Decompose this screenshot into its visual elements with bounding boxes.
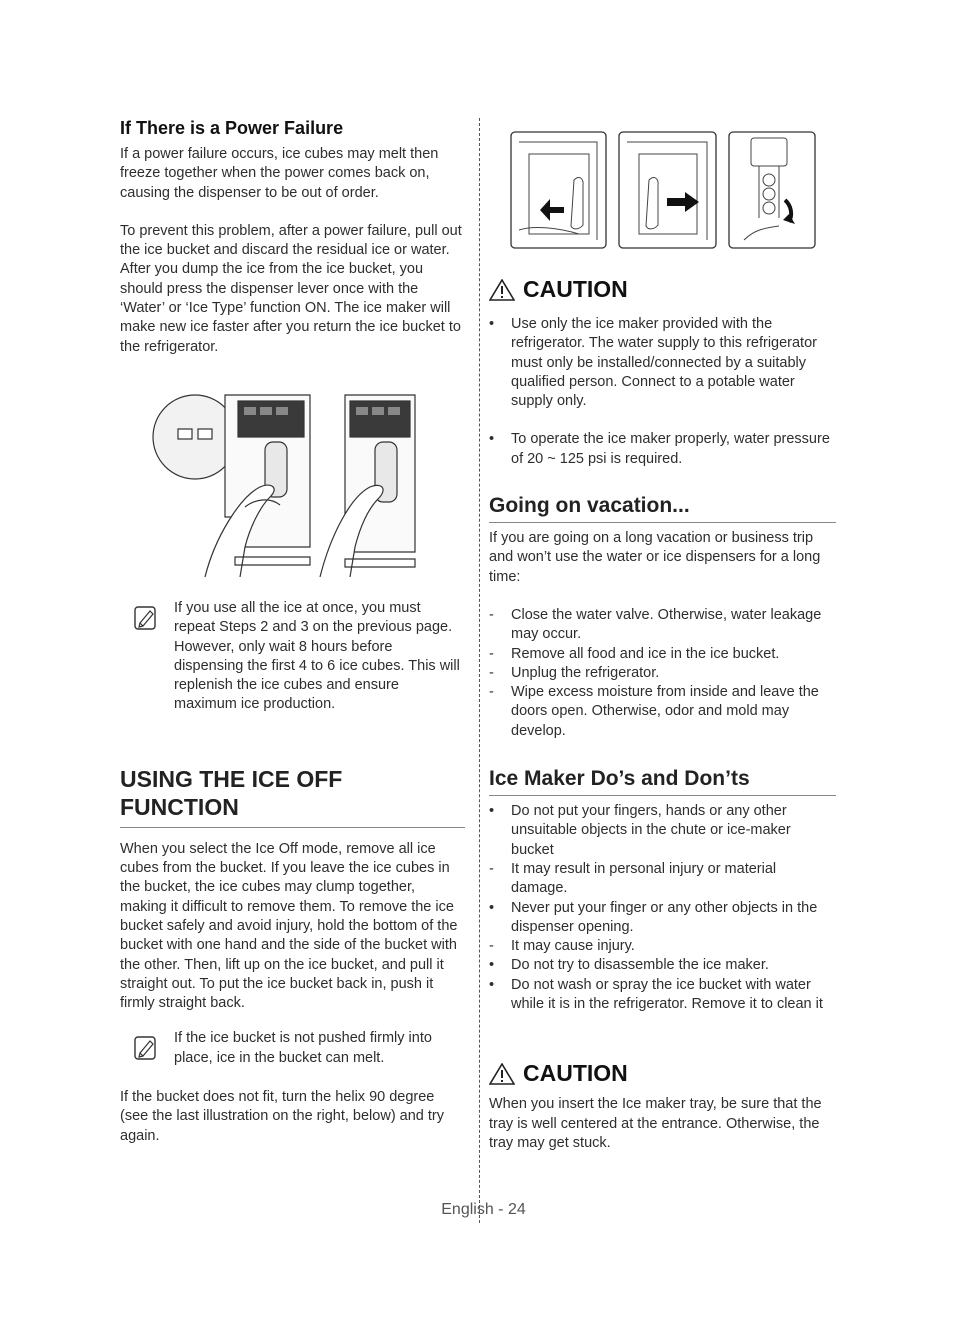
list-item: - Remove all food and ice in the ice bucket. bbox=[489, 645, 780, 662]
power-failure-para-1: If a power failure occurs, ice cubes may melt then freeze together when the power comes back on, causing the dispenser to be out of order. bbox=[120, 146, 439, 201]
list-item: - Wipe excess moisture from inside and leave the doors open. Otherwise, odor and mold may develop. bbox=[489, 684, 819, 739]
dos-donts-list bbox=[489, 802, 836, 1014]
caution-1-title bbox=[489, 276, 836, 303]
dos-donts-heading: Ice Maker Do’s and Don’ts bbox=[489, 767, 836, 796]
warning-triangle-icon bbox=[489, 1063, 515, 1085]
power-failure-note-text: If you use all the ice at once, you must repeat Steps 2 and 3 on the previous page. However, only wait 8 hours before dispensing the first 4 to 6 ice cubes. This will replenish the ice cubes and ensure maximum ice production. bbox=[174, 599, 460, 713]
ice-off-note-text: If the ice bucket is not pushed firmly into place, ice in the bucket can melt. bbox=[174, 1030, 432, 1066]
vacation-intro: If you are going on a long vacation or business trip and won’t use the water or ice dispensers for a long time: bbox=[489, 530, 821, 585]
list-item: • Never put your finger or any other objects in the dispenser opening. bbox=[489, 899, 818, 935]
dos-donts-item-4: It may cause injury. bbox=[511, 938, 635, 955]
vacation-item-1: Close the water valve. Otherwise, water leakage may occur. bbox=[511, 606, 822, 643]
dos-donts-item-3: Never put your finger or any other objects in the dispenser opening. bbox=[511, 899, 818, 935]
dos-donts-item-2: It may result in personal injury or material damage. bbox=[511, 860, 777, 897]
ice-off-para: When you select the Ice Off mode, remove all ice cubes from the bucket. If you leave the ice cubes in the bucket, the ice cubes may clump together, making it difficult to remove them. To remove the ice bucket safely and avoid injury, hold the bottom of the bucket with one hand and the side of the bucket with the other. Then, lift up on the ice bucket, and pull it straight out. To put the ice bucket back in, push it firmly straight back. bbox=[120, 840, 458, 1012]
caution-2-title bbox=[489, 1060, 836, 1087]
list-item: - It may cause injury. bbox=[489, 938, 635, 955]
caution-2-text: When you insert the Ice maker tray, be sure that the tray is well centered at the entrance. Otherwise, the tray may get stuck. bbox=[489, 1096, 822, 1151]
caution-1-list bbox=[489, 315, 836, 469]
list-item: • Use only the ice maker provided with the refrigerator. The water supply to this refrigerator must only be installed/connected by a suitably qualified person. Connect to a potable water supply only. bbox=[489, 316, 817, 410]
vacation-list bbox=[489, 606, 836, 741]
dos-donts-item-6: Do not wash or spray the ice bucket with water while it is in the refrigerator. Remove it to clean it bbox=[511, 976, 823, 1013]
right-column bbox=[489, 130, 836, 1153]
list-item: • To operate the ice maker properly, water pressure of 20 ~ 125 psi is required. bbox=[489, 431, 830, 467]
vacation-item-4: Wipe excess moisture from inside and leave the doors open. Otherwise, odor and mold may develop. bbox=[511, 684, 819, 739]
list-item: • Do not try to disassemble the ice maker. bbox=[489, 957, 769, 974]
vacation-item-3: Unplug the refrigerator. bbox=[511, 664, 660, 681]
list-item: - Unplug the refrigerator. bbox=[489, 664, 660, 681]
caution-1-item-1: Use only the ice maker provided with the refrigerator. The water supply to this refrigerator must only be installed/connected by a suitably qualified person. Connect to a potable water supply only. bbox=[511, 316, 817, 410]
ice-bucket-removal-illustration bbox=[489, 130, 836, 252]
power-failure-heading: If There is a Power Failure bbox=[120, 118, 344, 138]
dos-donts-item-1: Do not put your fingers, hands or any other unsuitable objects in the chute or ice-maker bucket bbox=[511, 803, 791, 858]
column-divider bbox=[479, 118, 480, 1223]
caution-2-label: CAUTION bbox=[523, 1060, 628, 1087]
vacation-item-2: Remove all food and ice in the ice bucket. bbox=[511, 645, 780, 662]
dispenser-illustration bbox=[120, 387, 465, 577]
power-failure-note bbox=[120, 599, 465, 715]
caution-1-label: CAUTION bbox=[523, 276, 628, 302]
list-item: • Do not wash or spray the ice bucket with water while it is in the refrigerator. Remove it to clean it bbox=[489, 976, 823, 1013]
dos-donts-item-5: Do not try to disassemble the ice maker. bbox=[511, 957, 769, 974]
ice-off-para-2: If the bucket does not fit, turn the helix 90 degree (see the last illustration on the right, below) and try again. bbox=[120, 1089, 444, 1144]
note-pencil-icon bbox=[134, 605, 158, 631]
list-item: • Do not put your fingers, hands or any other unsuitable objects in the chute or ice-maker bucket bbox=[489, 803, 791, 858]
left-column bbox=[120, 118, 465, 1146]
list-item: - Close the water valve. Otherwise, water leakage may occur. bbox=[489, 606, 822, 643]
note-pencil-icon bbox=[134, 1035, 158, 1061]
list-item: - It may result in personal injury or material damage. bbox=[489, 860, 777, 897]
caution-1-item-2: To operate the ice maker properly, water pressure of 20 ~ 125 psi is required. bbox=[511, 431, 830, 467]
ice-off-heading: USING THE ICE OFF FUNCTION bbox=[120, 765, 465, 828]
page-footer: English - 24 bbox=[441, 1201, 526, 1218]
warning-triangle-icon bbox=[489, 279, 515, 301]
vacation-heading: Going on vacation... bbox=[489, 494, 836, 523]
power-failure-para-3: After you dump the ice from the ice bucket, you should press the dispenser lever once with the ‘Water’ or ‘Ice Type’ function ON. The ice maker will make new ice faster after you return the ice bucket to the refrigerator. bbox=[120, 261, 461, 355]
ice-off-note bbox=[120, 1029, 465, 1068]
power-failure-para-2: To prevent this problem, after a power failure, pull out the ice bucket and discard the residual ice or water. bbox=[120, 222, 462, 259]
